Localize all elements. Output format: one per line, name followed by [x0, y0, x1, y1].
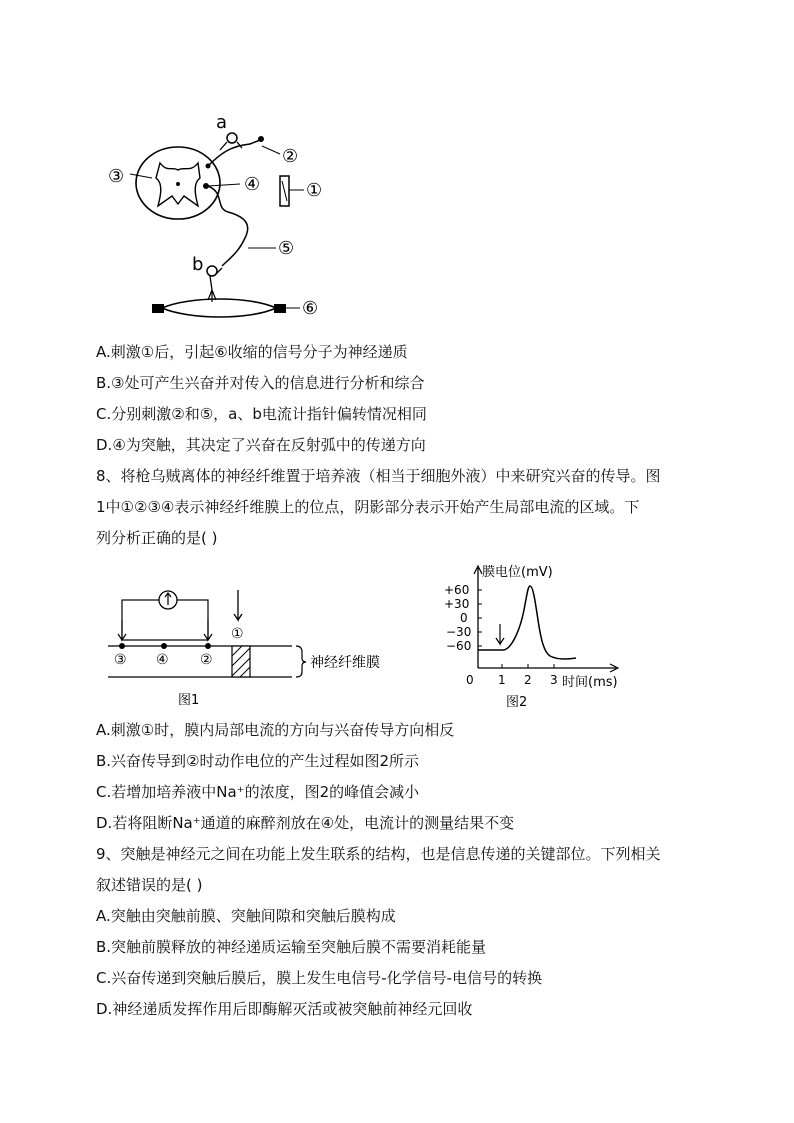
label-5: ⑤ — [278, 238, 295, 259]
q9-option-c: C.兴奋传递到突触后膜后，膜上发生电信号-化学信号-电信号的转换 — [96, 969, 543, 987]
y-tick-plus30: +30 — [444, 597, 470, 611]
q7-option-d: D.④为突触，其决定了兴奋在反射弧中的传递方向 — [96, 436, 426, 454]
label-4: ④ — [244, 174, 261, 195]
x-tick-3: 3 — [550, 673, 558, 687]
q8-stem-line-1: 8、将枪乌贼离体的神经纤维置于培养液（相当于细胞外液）中来研究兴奋的传导。图 — [96, 467, 661, 485]
label-6: ⑥ — [302, 298, 319, 319]
y-tick-minus30: −30 — [446, 625, 472, 639]
q9-option-b: B.突触前膜释放的神经递质运输至突触后膜不需要消耗能量 — [96, 938, 487, 956]
figure-2-caption: 图2 — [506, 695, 528, 710]
figure-2-potential-graph — [420, 560, 640, 710]
q7-option-b: B.③处可产生兴奋并对传入的信息进行分析和综合 — [96, 374, 425, 392]
figure-1-nerve-fiber — [100, 582, 400, 712]
y-tick-minus60: −60 — [446, 639, 472, 653]
figure-1-caption: 图1 — [178, 693, 200, 708]
q9-option-a: A.突触由突触前膜、突触间隙和突触后膜构成 — [96, 907, 396, 925]
q7-option-c: C.分别刺激②和⑤，a、b电流计指针偏转情况相同 — [96, 405, 427, 423]
y-axis-title: 膜电位(mV) — [482, 565, 553, 580]
point-2-label: ② — [200, 652, 213, 668]
point-1-label: ① — [231, 626, 244, 642]
x-tick-1: 1 — [498, 673, 506, 687]
x-axis-title: 时间(ms) — [562, 675, 618, 690]
q8-option-c: C.若增加培养液中Na⁺的浓度，图2的峰值会减小 — [96, 783, 420, 801]
q9-stem-line-1: 9、突触是神经元之间在功能上发生联系的结构，也是信息传递的关键部位。下列相关 — [96, 845, 661, 863]
q9-stem-line-2: 叙述错误的是( ) — [96, 876, 203, 894]
q7-option-a: A.刺激①后，引起⑥收缩的信号分子为神经递质 — [96, 343, 408, 361]
label-b: b — [192, 254, 204, 275]
q8-option-d: D.若将阻断Na⁺通道的麻醉剂放在④处，电流计的测量结果不变 — [96, 814, 515, 832]
q8-option-b: B.兴奋传导到②时动作电位的产生过程如图2所示 — [96, 752, 420, 770]
point-4-label: ④ — [156, 652, 169, 668]
q9-option-d: D.神经递质发挥作用后即酶解灭活或被突触前神经元回收 — [96, 1000, 473, 1018]
q8-stem-line-3: 列分析正确的是( ) — [96, 529, 218, 547]
q8-option-a: A.刺激①时，膜内局部电流的方向与兴奋传导方向相反 — [96, 721, 455, 739]
membrane-label: 神经纤维膜 — [310, 655, 380, 671]
label-3: ③ — [108, 166, 125, 187]
y-tick-plus60: +60 — [444, 583, 470, 597]
label-1: ① — [306, 180, 323, 201]
reflex-arc-figure — [100, 108, 340, 328]
label-2: ② — [282, 146, 299, 167]
q8-stem-line-2: 1中①②③④表示神经纤维膜上的位点，阴影部分表示开始产生局部电流的区域。下 — [96, 498, 640, 516]
point-3-label: ③ — [114, 652, 127, 668]
x-tick-2: 2 — [524, 673, 532, 687]
y-tick-0: 0 — [460, 611, 468, 625]
label-a: a — [216, 112, 228, 133]
x-tick-0: 0 — [466, 673, 474, 687]
